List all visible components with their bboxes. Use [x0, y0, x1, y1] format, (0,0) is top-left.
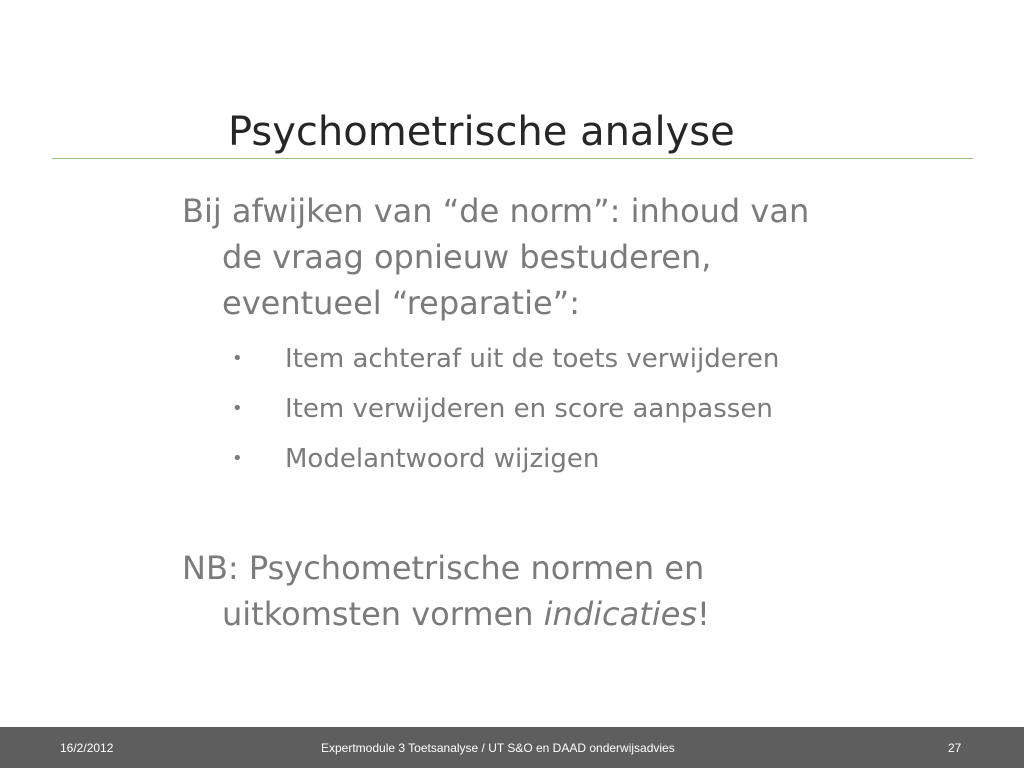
- title-underline: [52, 158, 973, 159]
- paragraph-1-line-1: Bij afwijken van “de norm”: inhoud van: [182, 192, 810, 230]
- footer-date: 16/2/2012: [60, 741, 114, 755]
- footer-page-number: 27: [948, 741, 962, 755]
- bullet-item: [232, 334, 779, 384]
- paragraph-1-line-3: eventueel “reparatie”:: [222, 284, 580, 322]
- paragraph-2-line-2-suffix: !: [697, 595, 710, 633]
- footer-title: Expertmodule 3 Toetsanalyse / UT S&O en DAAD onderwijsadvies: [321, 741, 675, 755]
- footer-bar: [0, 727, 1024, 768]
- bullet-text: Item verwijderen en score aanpassen: [285, 394, 773, 424]
- bullet-text: Item achteraf uit de toets verwijderen: [285, 344, 780, 374]
- bullet-item: [232, 434, 779, 484]
- bullet-list: [232, 334, 779, 484]
- paragraph-1-line-2: de vraag opnieuw bestuderen,: [222, 238, 712, 276]
- emphasis-indicaties: indicaties: [543, 595, 698, 633]
- bullet-dot-icon: •: [232, 348, 243, 369]
- bullet-dot-icon: •: [232, 448, 243, 469]
- bullet-dot-icon: •: [232, 398, 243, 419]
- paragraph-2-line-2: [182, 591, 982, 637]
- paragraph-2-line-1: NB: Psychometrische normen en: [182, 549, 705, 587]
- bullet-item: [232, 384, 779, 434]
- slide-title: Psychometrische analyse: [228, 109, 735, 155]
- paragraph-2-line-2-prefix: uitkomsten vormen: [222, 595, 544, 633]
- bullet-text: Modelantwoord wijzigen: [285, 444, 600, 474]
- paragraph-2: [182, 545, 982, 637]
- paragraph-1: [182, 188, 982, 326]
